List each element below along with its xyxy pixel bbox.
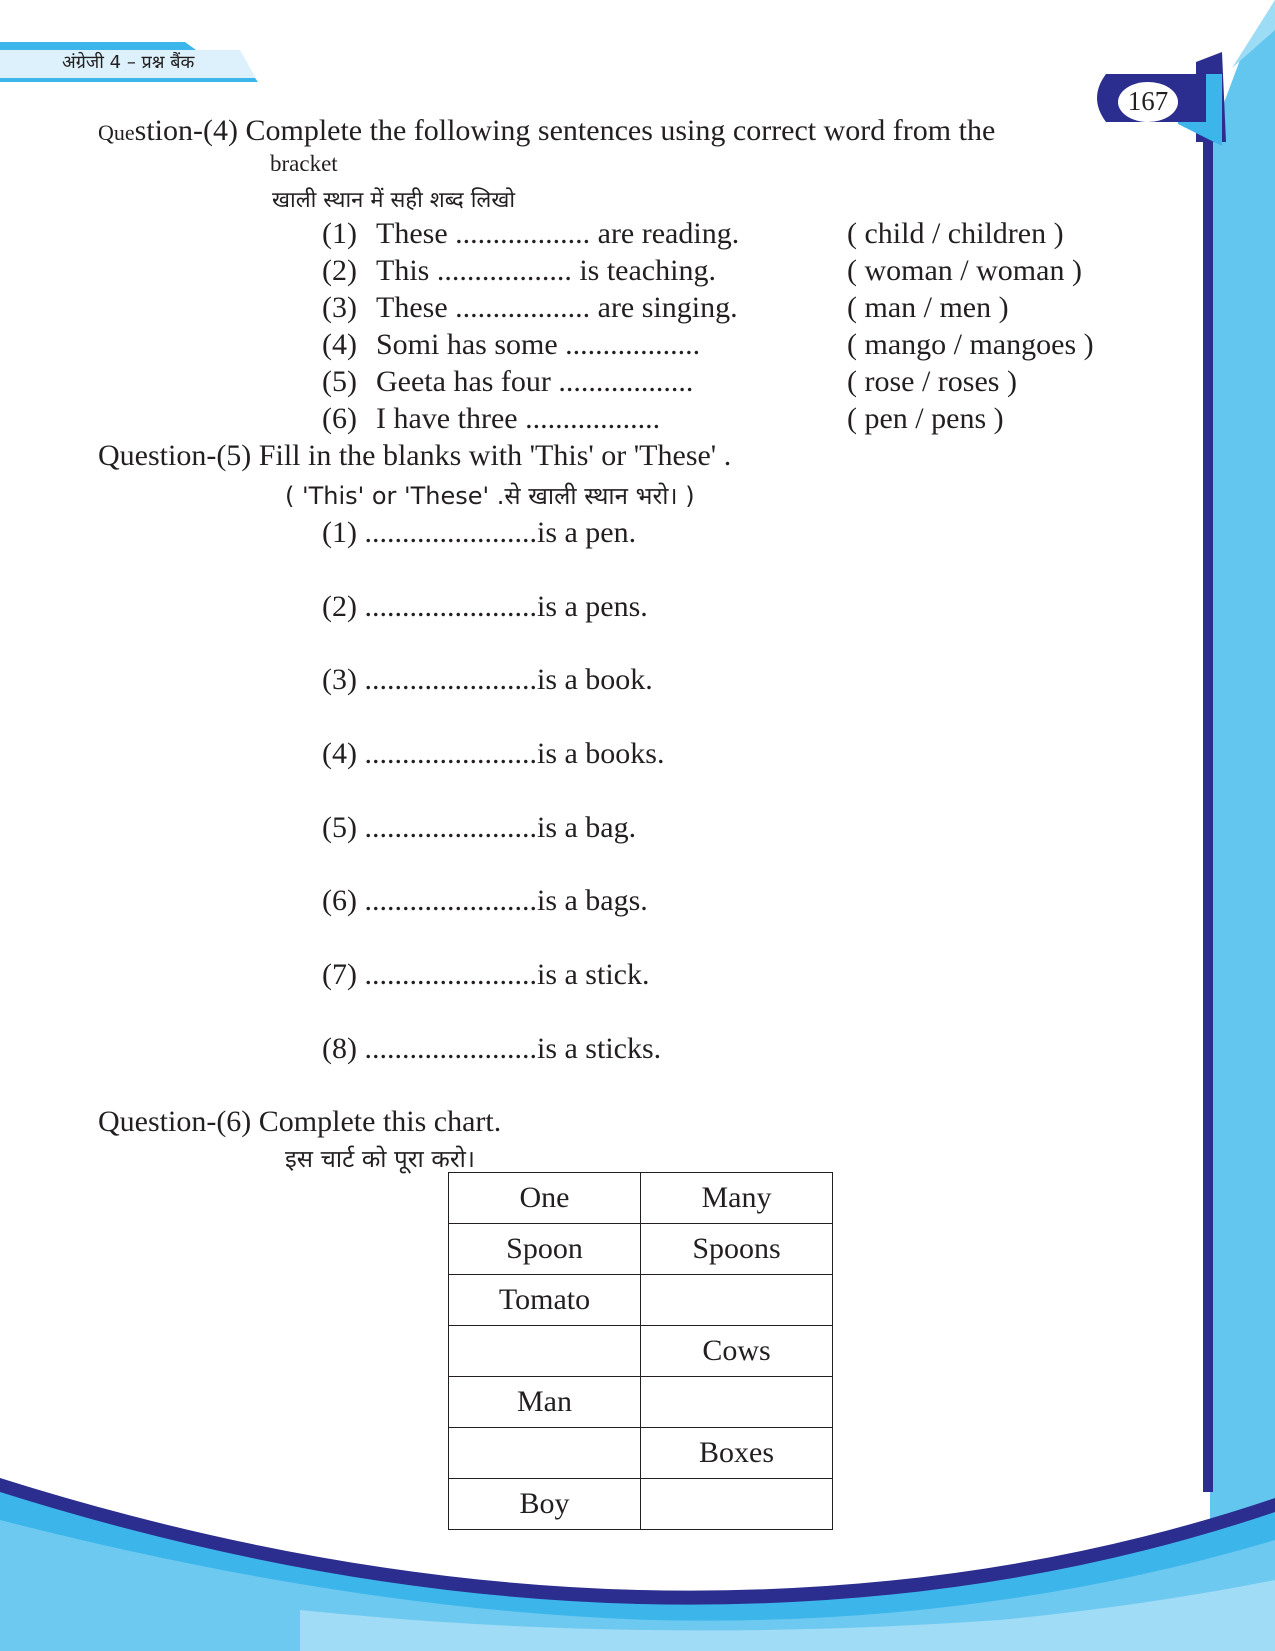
q4-item-options: ( child / children ) <box>847 217 1064 250</box>
q4-item-text: Somi has some .................. <box>376 328 701 361</box>
q4-item <box>322 328 700 362</box>
question-6-hindi-instruction: इस चार्ट को पूरा करो। <box>285 1145 475 1173</box>
q5-item: (5) .......................is a bag. <box>322 811 637 844</box>
q4-item-options: ( pen / pens ) <box>847 402 1004 435</box>
q5-item: (8) .......................is a sticks. <box>322 1032 662 1065</box>
chart-cell-one: Spoon <box>449 1224 641 1275</box>
chart-cell-one: Boy <box>449 1479 641 1530</box>
q4-item-number: (6) <box>322 402 357 435</box>
q4-item-number: (2) <box>322 254 357 287</box>
q4-item-options: ( woman / woman ) <box>847 254 1082 287</box>
question-4-title-continued: bracket <box>270 151 338 176</box>
q4-item-number: (1) <box>322 217 357 250</box>
chart-cell-many[interactable] <box>641 1377 833 1428</box>
chart-cell-many: Spoons <box>641 1224 833 1275</box>
question-4-title: stion-(4) Complete the following sentences using correct word from the <box>134 114 996 147</box>
chart-cell-one[interactable] <box>449 1326 641 1377</box>
q4-item-text: Geeta has four .................. <box>376 365 694 398</box>
q4-item-options: ( mango / mangoes ) <box>847 328 1094 361</box>
q4-item-text: These .................. are reading. <box>376 217 740 250</box>
chart-row <box>449 1275 833 1326</box>
page-number: 167 <box>1127 86 1169 116</box>
chart-header-one: One <box>449 1173 641 1224</box>
chart-cell-many[interactable] <box>641 1275 833 1326</box>
chart-header-row <box>449 1173 833 1224</box>
question-4-prefix: Que <box>98 120 135 145</box>
q4-item <box>322 217 739 251</box>
question-6-title: Question-(6) Complete this chart. <box>98 1105 502 1138</box>
q5-item: (2) .......................is a pens. <box>322 590 648 623</box>
one-many-chart <box>448 1172 833 1530</box>
chart-cell-one: Tomato <box>449 1275 641 1326</box>
q4-item <box>322 365 693 399</box>
chart-row <box>449 1377 833 1428</box>
q5-item: (6) .......................is a bags. <box>322 884 648 917</box>
chart-row <box>449 1326 833 1377</box>
right-band-light <box>1210 0 1275 1651</box>
q4-item-number: (4) <box>322 328 357 361</box>
q5-item: (7) .......................is a stick. <box>322 958 650 991</box>
chart-row <box>449 1224 833 1275</box>
chart-cell-many: Cows <box>641 1326 833 1377</box>
q4-item-text: This .................. is teaching. <box>376 254 716 287</box>
q4-item-number: (5) <box>322 365 357 398</box>
book-label: अंग्रेजी 4 – प्रश्न बैंक <box>62 52 195 73</box>
q5-item: (1) .......................is a pen. <box>322 516 637 549</box>
header-tab-underline <box>0 78 258 82</box>
q4-item-options: ( rose / roses ) <box>847 365 1017 398</box>
q4-item <box>322 254 716 288</box>
question-4-hindi-instruction: खाली स्थान में सही शब्द लिखो <box>272 188 516 213</box>
chart-row <box>449 1479 833 1530</box>
right-vertical-bar <box>1203 62 1213 1492</box>
chart-cell-one: Man <box>449 1377 641 1428</box>
chart-header-many: Many <box>641 1173 833 1224</box>
q4-item <box>322 402 660 436</box>
q4-item-number: (3) <box>322 291 357 324</box>
question-5-title: Question-(5) Fill in the blanks with 'This' or 'These' . <box>98 439 732 472</box>
q5-item: (3) .......................is a book. <box>322 663 653 696</box>
chart-cell-one[interactable] <box>449 1428 641 1479</box>
chart-cell-many: Boxes <box>641 1428 833 1479</box>
q4-item-options: ( man / men ) <box>847 291 1009 324</box>
header-tab-stripe <box>0 42 196 50</box>
chart-cell-many[interactable] <box>641 1479 833 1530</box>
q4-item-text: I have three .................. <box>376 402 661 435</box>
question-4-heading <box>98 114 995 148</box>
chart-row <box>449 1428 833 1479</box>
q4-item <box>322 291 738 325</box>
q4-item-text: These .................. are singing. <box>376 291 738 324</box>
q5-item: (4) .......................is a books. <box>322 737 665 770</box>
question-5-hindi-instruction: ( 'This' or 'These' .से खाली स्थान भरो। ) <box>285 482 695 510</box>
